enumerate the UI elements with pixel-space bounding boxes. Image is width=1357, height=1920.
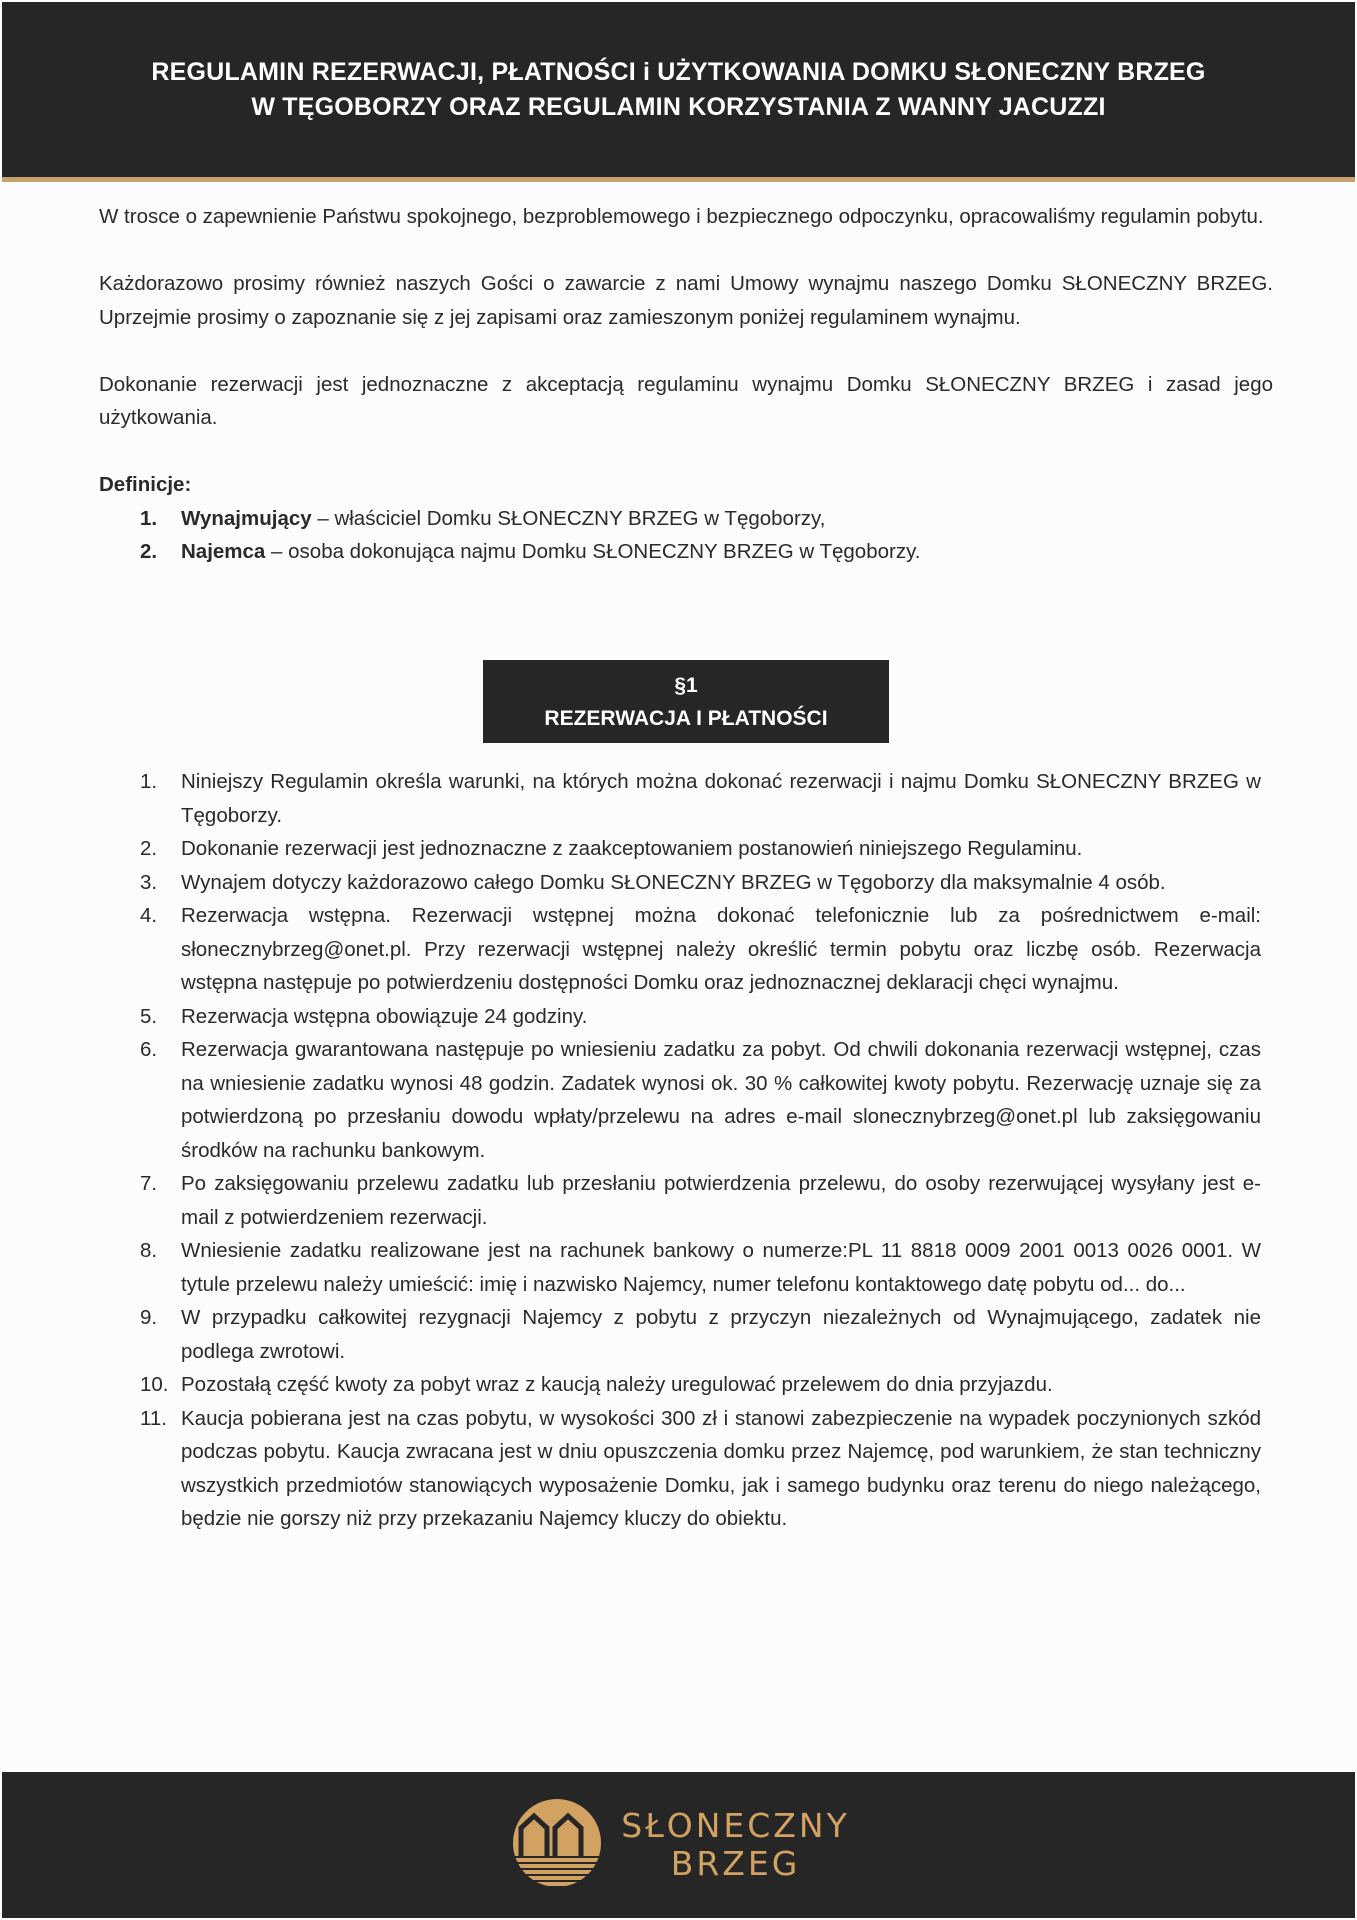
- section-heading-box: [483, 660, 889, 743]
- rule-item: [99, 1000, 1261, 1034]
- rule-item: [99, 1368, 1261, 1402]
- document-footer: [2, 1772, 1355, 1918]
- definition-number: 2.: [140, 540, 158, 563]
- rule-number: 10.: [140, 1373, 169, 1396]
- definition-text: – właściciel Domku SŁONECZNY BRZEG w Tęgoborzy,: [311, 506, 826, 530]
- rule-item: [99, 1033, 1261, 1167]
- rule-number: 7.: [140, 1172, 158, 1195]
- brand-name-line-2: BRZEG: [670, 1844, 801, 1883]
- document-title-line-2: W TĘGOBORZY ORAZ REGULAMIN KORZYSTANIA Z WANNY JACUZZI: [251, 92, 1106, 121]
- definition-term: Najemca: [181, 540, 266, 563]
- document-header: [2, 2, 1355, 177]
- rule-text: Wynajem dotyczy każdorazowo całego Domku SŁONECZNY BRZEG w Tęgoborzy dla maksymalnie 4 osób.: [181, 870, 1166, 894]
- header-accent-stripe: [2, 177, 1355, 182]
- section-number: §1: [674, 673, 698, 697]
- rule-number: 11.: [140, 1406, 167, 1430]
- rule-number: 8.: [140, 1239, 158, 1262]
- rule-number: 6.: [140, 1038, 158, 1061]
- definition-number: 1.: [140, 506, 158, 530]
- sun-houses-water-logo-icon: [507, 1798, 607, 1893]
- rule-number: 3.: [140, 870, 158, 894]
- section-title: REZERWACJA I PŁATNOŚCI: [544, 706, 828, 730]
- rule-item: [99, 1402, 1261, 1536]
- rule-text: Po zaksięgowaniu przelewu zadatku lub przesłaniu potwierdzenia przelewu, do osoby rezerwującej wysyłany jest e-mail z potwierdzeniem rezerwacji.: [181, 1172, 1261, 1229]
- intro-paragraph: Dokonanie rezerwacji jest jednoznaczne z akceptacją regulaminu wynajmu Domku SŁONECZNY BRZEG i zasad jego użytkowania.: [99, 372, 1273, 429]
- rule-text: Pozostałą część kwoty za pobyt wraz z kaucją należy uregulować przelewem do dnia przyjazdu.: [181, 1373, 1053, 1396]
- rule-item: [99, 832, 1261, 866]
- rule-item: [99, 765, 1261, 832]
- definition-term: Wynajmujący: [181, 506, 312, 530]
- rule-item: [99, 1167, 1261, 1234]
- rule-text: Niniejszy Regulamin określa warunki, na których można dokonać rezerwacji i najmu Domku SŁONECZNY BRZEG w Tęgoborzy.: [181, 770, 1261, 827]
- definition-item: [99, 502, 1273, 536]
- rule-number: 5.: [140, 1004, 158, 1028]
- rule-text: Wniesienie zadatku realizowane jest na rachunek bankowy o numerze:PL 11 8818 0009 2001 0013 0026 0001. W tytule przelewu należy umieścić: imię i nazwisko Najemcy, numer telefonu kontaktowego datę pobytu od... do...: [181, 1239, 1261, 1296]
- definition-text: – osoba dokonująca najmu Domku SŁONECZNY BRZEG w Tęgoborzy.: [265, 540, 921, 563]
- brand-name: [621, 1807, 850, 1883]
- definitions-title: Definicje:: [99, 473, 192, 496]
- definitions-list: [99, 502, 1273, 569]
- definition-item: [99, 535, 1273, 569]
- rule-text: Dokonanie rezerwacji jest jednoznaczne z zaakceptowaniem postanowień niniejszego Regulaminu.: [181, 837, 1083, 860]
- rule-text: W przypadku całkowitej rezygnacji Najemcy z pobytu z przyczyn niezależnych od Wynajmującego, zadatek nie podlega zwrotowi.: [181, 1306, 1261, 1363]
- rules-list: [99, 765, 1261, 1536]
- brand-logo: [507, 1798, 850, 1893]
- rule-text: Kaucja pobierana jest na czas pobytu, w wysokości 300 zł i stanowi zabezpieczenie na wypadek poczynionych szkód podczas pobytu. Kaucja zwracana jest w dniu opuszczenia domku przez Najemcę, pod warunkiem, że stan techniczny wszystkich przedmiotów stanowiących wyposażenie Domku, jak i samego budynku oraz terenu do niego należącego, będzie nie gorszy niż przy przekazaniu Najemcy kluczy do obiektu.: [181, 1406, 1261, 1530]
- rule-number: 4.: [140, 904, 158, 927]
- rule-text: Rezerwacja wstępna. Rezerwacji wstępnej można dokonać telefonicznie lub za pośrednictwem e-mail: słonecznybrzeg@onet.pl. Przy rezerwacji wstępnej należy określić termin pobytu oraz liczbę osób. Rezerwacja wstępna następuje po potwierdzeniu dostępności Domku oraz jednoznacznej deklaracji chęci wynajmu.: [181, 904, 1261, 994]
- brand-name-line-1: SŁONECZNY: [621, 1806, 850, 1845]
- rule-text: Rezerwacja gwarantowana następuje po wniesieniu zadatku za pobyt. Od chwili dokonania rezerwacji wstępnej, czas na wniesienie zadatku wynosi 48 godzin. Zadatek wynosi ok. 30 % całkowitej kwoty pobytu. Rezerwację uznaje się za potwierdzoną po przesłaniu dowodu wpłaty/przelewu na adres e-mail slonecznybrzeg@onet.pl lub zaksięgowaniu środków na rachunku bankowym.: [181, 1038, 1261, 1162]
- intro-paragraph: Każdorazowo prosimy również naszych Gości o zawarcie z nami Umowy wynajmu naszego Domku SŁONECZNY BRZEG. Uprzejmie prosimy o zapoznanie się z jej zapisami oraz zamieszonym poniżej regulaminem wynajmu.: [99, 272, 1273, 329]
- rule-item: [99, 899, 1261, 1000]
- rule-number: 9.: [140, 1306, 158, 1329]
- rule-number: 1.: [140, 770, 158, 793]
- rule-item: [99, 1301, 1261, 1368]
- section-rules: [99, 765, 1261, 1536]
- rule-text: Rezerwacja wstępna obowiązuje 24 godziny.: [181, 1004, 588, 1028]
- rule-item: [99, 1234, 1261, 1301]
- document-title-line-1: REGULAMIN REZERWACJI, PŁATNOŚCI i UŻYTKOWANIA DOMKU SŁONECZNY BRZEG: [151, 57, 1206, 86]
- intro-content: [99, 200, 1273, 569]
- rule-item: [99, 866, 1261, 900]
- intro-paragraph: W trosce o zapewnienie Państwu spokojnego, bezproblemowego i bezpiecznego odpoczynku, opracowaliśmy regulamin pobytu.: [99, 205, 1264, 228]
- rule-number: 2.: [140, 837, 158, 860]
